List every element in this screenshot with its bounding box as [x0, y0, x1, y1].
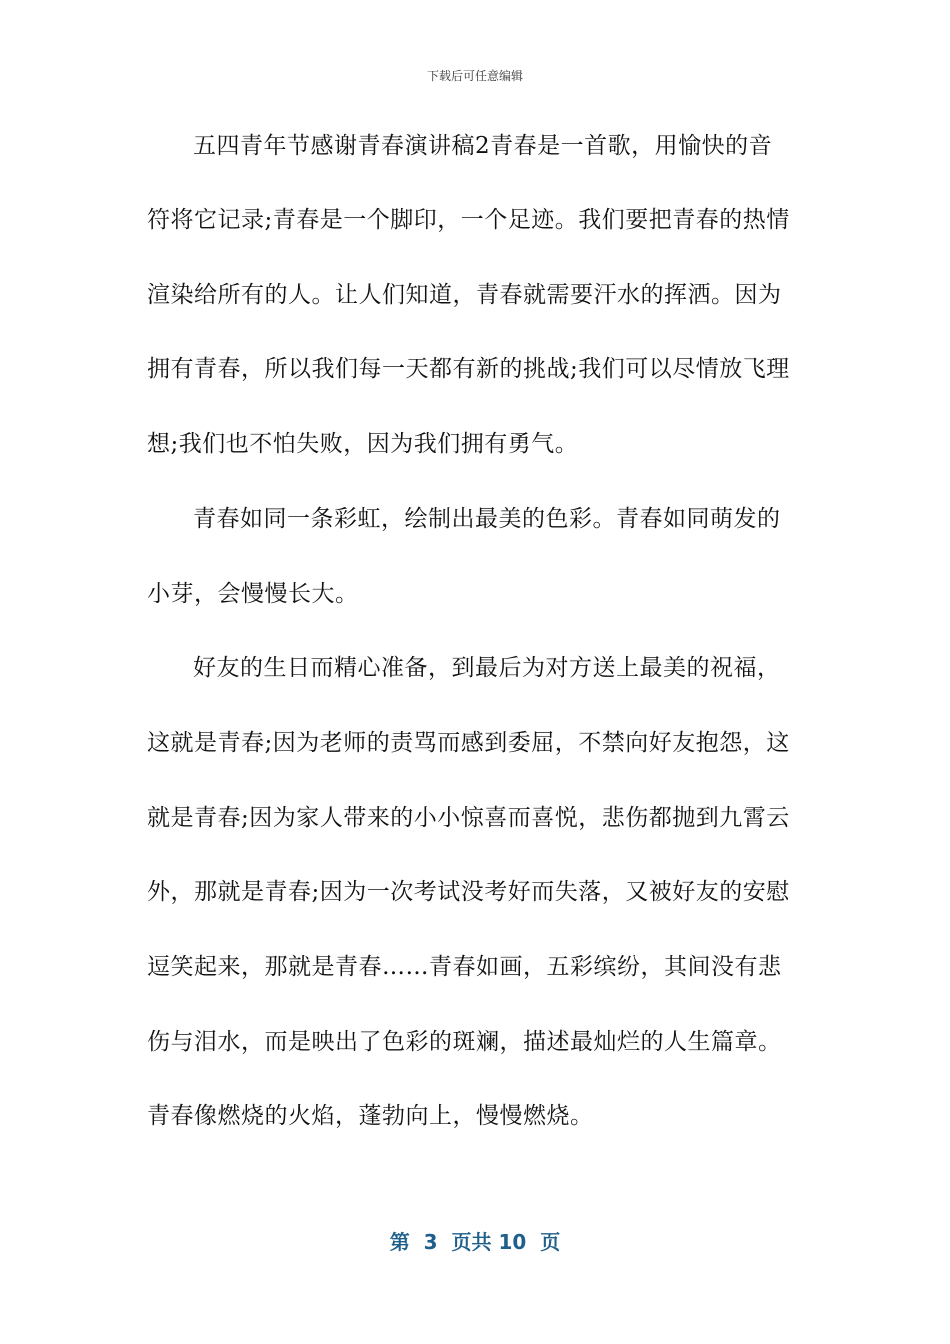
text-line: 想;我们也不怕失败，因为我们拥有勇气。 [147, 431, 579, 457]
text-line: 好友的生日而精心准备，到最后为对方送上最美的祝福， [193, 655, 781, 681]
text-line: 五四青年节感谢青春演讲稿2青春是一首歌，用愉快的音 [193, 133, 773, 159]
page-number: 第 3 页共 10 页 [389, 1230, 561, 1254]
text-line: 外，那就是青春;因为一次考试没考好而失落，又被好友的安慰 [147, 879, 790, 905]
text-line: 渲染给所有的人。让人们知道，青春就需要汗水的挥洒。因为 [147, 282, 782, 308]
page-header-note: 下载后可任意编辑 [426, 69, 523, 83]
text-line: 青春像燃烧的火焰，蓬勃向上，慢慢燃烧。 [147, 1103, 594, 1129]
text-line: 逗笑起来，那就是青春……青春如画，五彩缤纷，其间没有悲 [147, 954, 782, 980]
text-line: 就是青春;因为家人带来的小小惊喜而喜悦，悲伤都抛到九霄云 [147, 805, 790, 831]
text-line: 伤与泪水，而是映出了色彩的斑斓，描述最灿烂的人生篇章。 [147, 1029, 782, 1055]
text-line: 符将它记录;青春是一个脚印，一个足迹。我们要把青春的热情 [147, 207, 790, 233]
text-line: 这就是青春;因为老师的责骂而感到委屈，不禁向好友抱怨，这 [147, 730, 790, 756]
text-line: 拥有青春，所以我们每一天都有新的挑战;我们可以尽情放飞理 [147, 356, 790, 382]
text-line: 青春如同一条彩虹，绘制出最美的色彩。青春如同萌发的 [193, 506, 781, 532]
text-line: 小芽，会慢慢长大。 [147, 581, 359, 607]
